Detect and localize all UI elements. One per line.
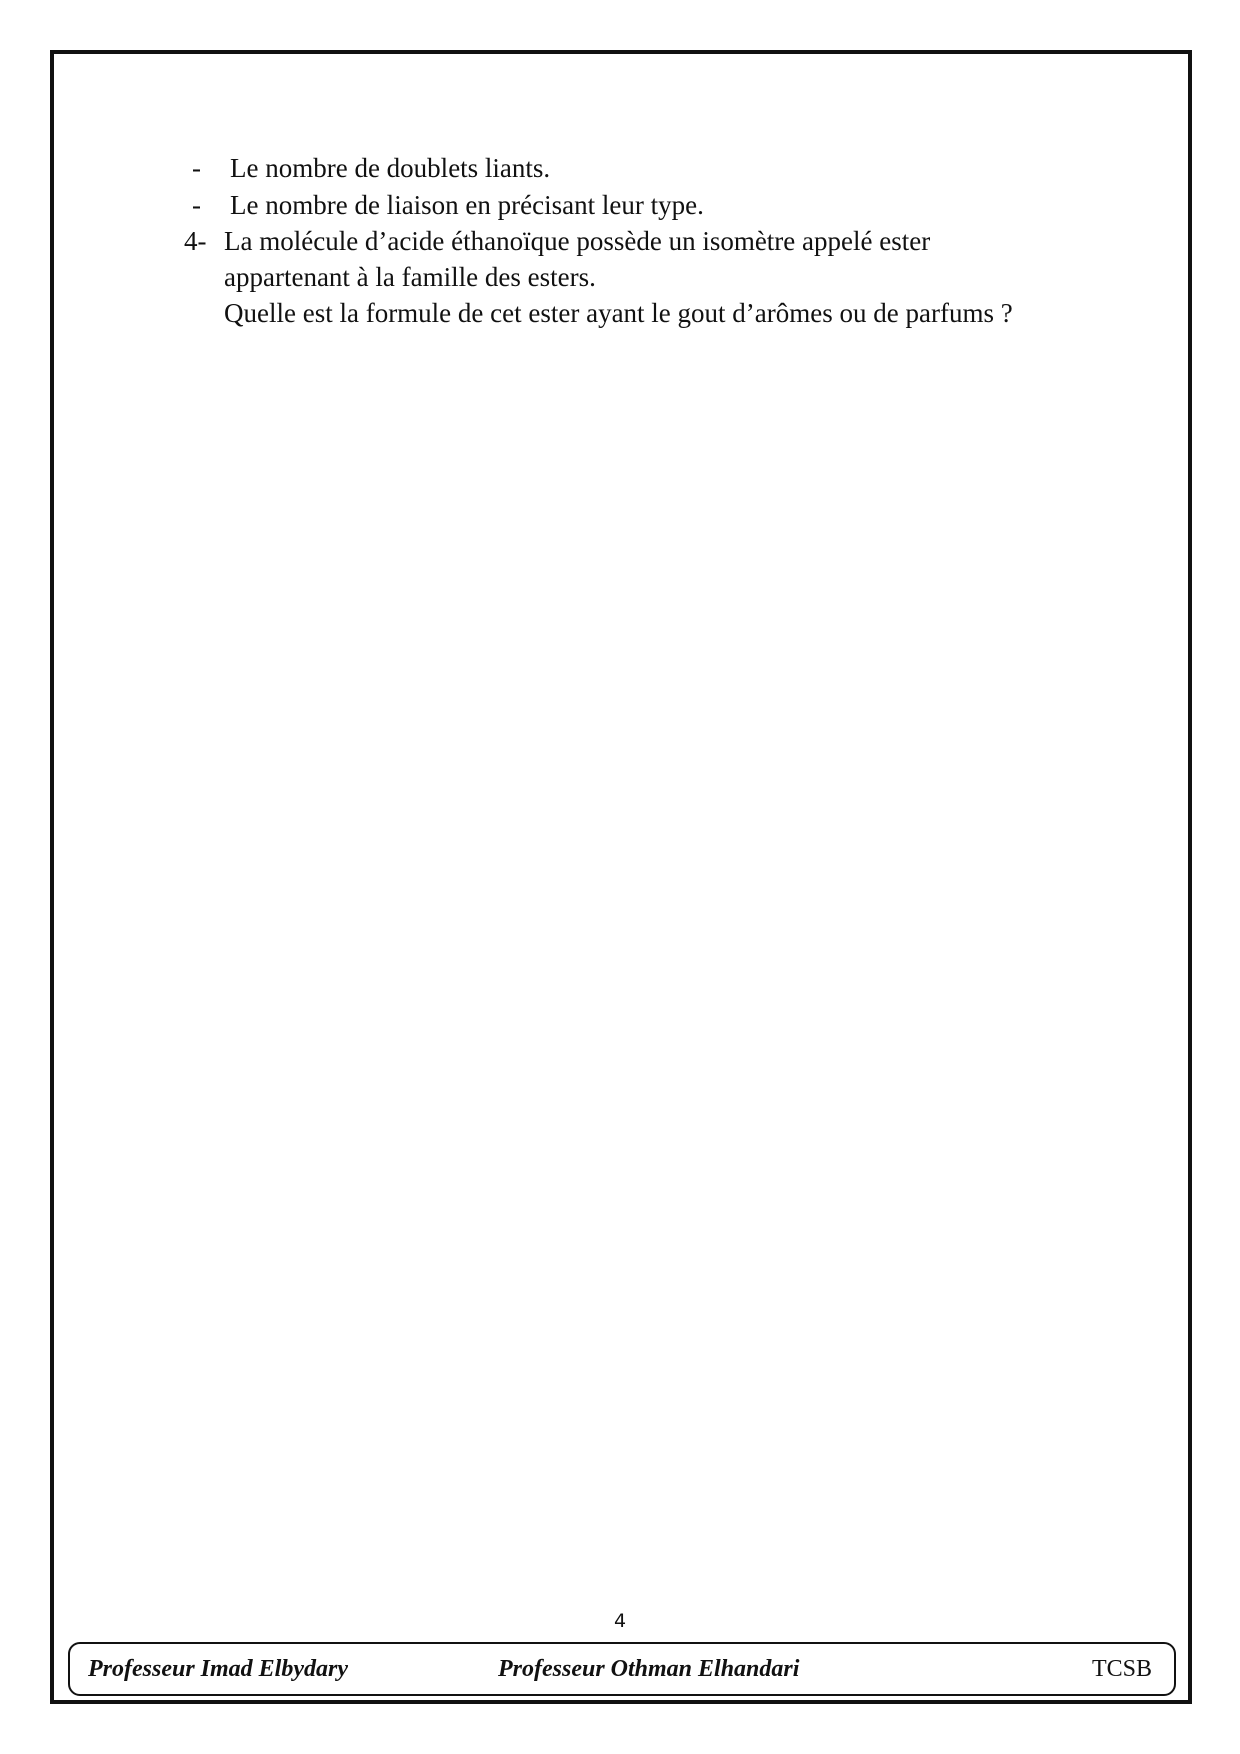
list-marker: -: [192, 190, 201, 220]
footer-author-1: Professeur Imad Elbydary: [88, 1656, 348, 1682]
list-marker: -: [192, 153, 201, 183]
question4-line3: Quelle est la formule de cet ester ayant le gout d’arômes ou de parfums ?: [224, 298, 1013, 328]
question4-line1: La molécule d’acide éthanoïque possède un isomètre appelé ester: [224, 226, 931, 256]
footer-class-label: TCSB: [1091, 1656, 1152, 1682]
list-item-bonding-pairs: Le nombre de doublets liants.: [230, 153, 551, 183]
question-number: 4-: [184, 226, 207, 256]
footer-author-2: Professeur Othman Elhandari: [498, 1656, 800, 1682]
list-item-bond-count: Le nombre de liaison en précisant leur type.: [230, 190, 704, 220]
footer: [68, 1642, 1176, 1696]
page-number: 4: [613, 1610, 627, 1632]
question4-line2: appartenant à la famille des esters.: [224, 262, 596, 292]
